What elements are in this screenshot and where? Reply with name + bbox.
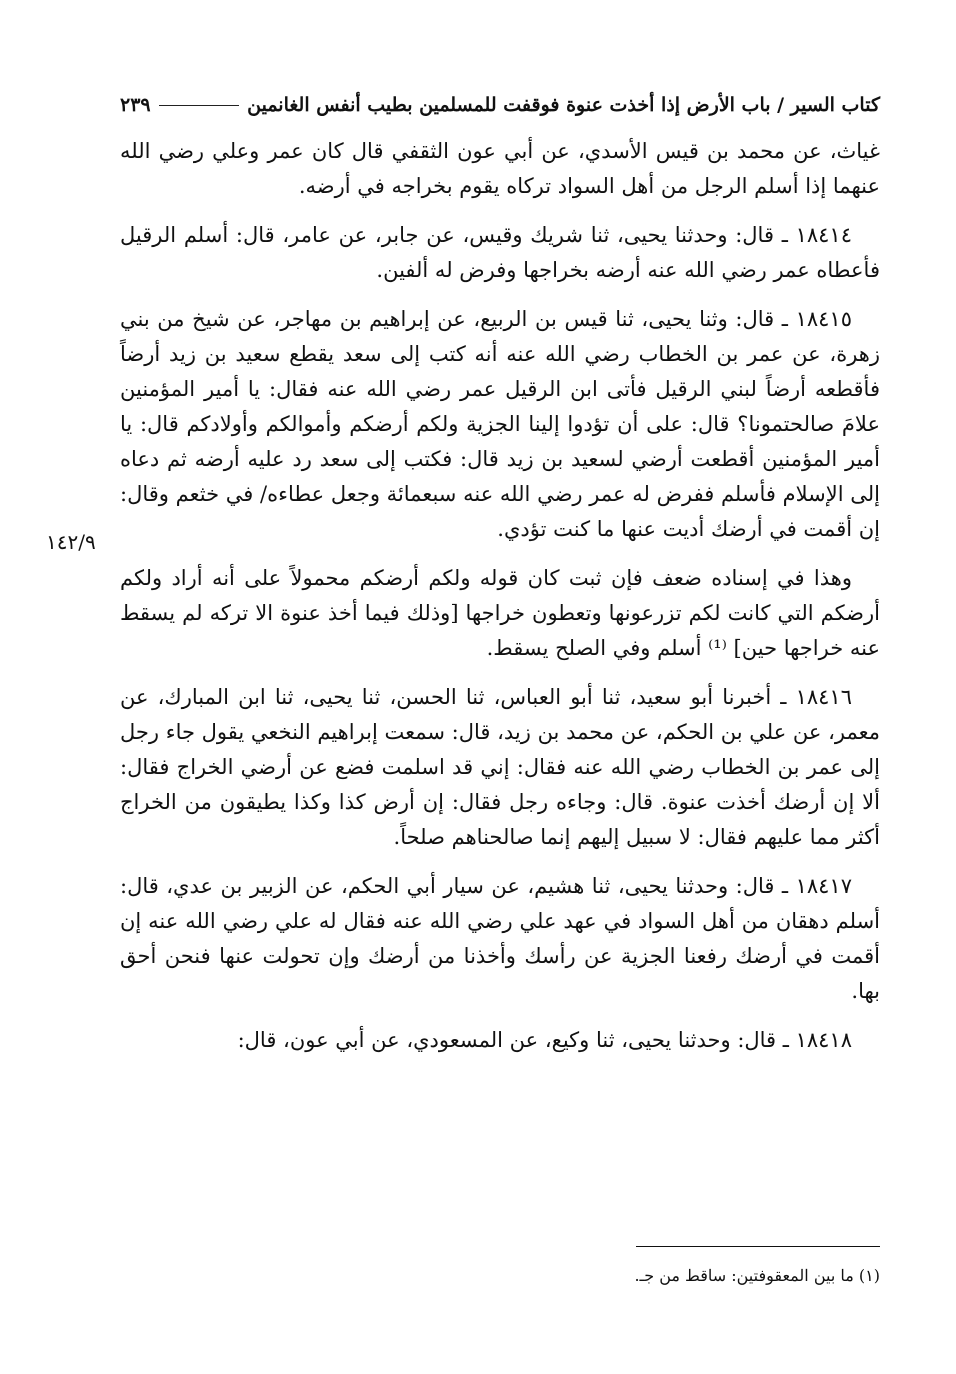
paragraph: ١٨٤١٨ ـ قال: وحدثنا يحيى، ثنا وكيع، عن المسعودي، عن أبي عون، قال: [237,1028,852,1052]
page-number: ٢٣٩ [120,94,151,116]
paragraph: غياث، عن محمد بن قيس الأسدي، عن أبي عون الثقفي قال كان عمر وعلي رضي الله عنهما إذا أسلم الرجل من أهل السواد تركاه يقوم بخراجه في أرضه. [120,139,880,198]
header-rule [159,105,240,106]
footnote-rule [636,1246,880,1247]
header-title: كتاب السير / باب الأرض إذا أخذت عنوة فوقفت للمسلمين بطيب أنفس الغانمين [247,94,880,116]
paragraph: ١٨٤١٥ ـ قال: وثنا يحيى، ثنا قيس بن الربيع، عن إبراهيم بن مهاجر، عن شيخ من بني زهرة، عن عمر بن الخطاب رضي الله عنه أنه كتب إلى سعد يقطع سعيد بن زيد أرضاً فأقطعه أرضاً لبني الرقيل فأتى ابن الرقيل عمر رضي الله عنه فقال: يا أمير المؤمنين علامَ صالحتمونا؟ قال: على أن تؤدوا إلينا الجزية ولكم أرضكم وأموالكم وأولادكم قال: يا أمير المؤمنين أقطعت أرضي لسعيد بن زيد قال: فكتب إلى سعد رد عليه أرضه ثم دعاه إلى الإسلام فأسلم ففرض له عمر رضي الله عنه سبعمائة وجعل عطاءه/ في خثعم وقال: إن أقمت في أرضك أديت عنها ما كنت تؤدي. [120,307,880,541]
paragraph: ١٨٤١٤ ـ قال: وحدثنا يحيى، ثنا شريك وقيس، عن جابر، عن عامر، قال: أسلم الرقيل فأعطاه عمر رضي الله عنه أرضه بخراجها وفرض له ألفين. [120,223,880,282]
paragraph: وهذا في إسناده ضعف فإن ثبت كان قوله ولكم أرضكم محمولاً على أنه أراد ولكم أرضكم التي كانت لكم تزرعونها وتعطون خراجها [وذلك فيما أخذ عنوة الا تركه لم يسقط عنه خراجها حين] ⁽¹⁾ أسلم وفي الصلح يسقط. [120,566,880,660]
margin-note: ١٤٢/٩ [46,530,96,554]
body-text [120,134,880,1072]
paragraph: ١٨٤١٧ ـ قال: وحدثنا يحيى، ثنا هشيم، عن سيار أبي الحكم، عن الزبير بن عدي، قال: أسلم دهقان من أهل السواد في عهد علي رضي الله عنه فقال له علي رضي الله عنه إن أقمت في أرضك رفعنا الجزية عن رأسك وأخذنا من أرضك وإن تحولت عنها فنحن أحق بها. [120,874,880,1003]
paragraph: ١٨٤١٦ ـ أخبرنا أبو سعيد، ثنا أبو العباس، ثنا الحسن، ثنا يحيى، ثنا ابن المبارك، عن معمر، عن علي بن الحكم، عن محمد بن زيد، قال: سمعت إبراهيم النخعي يقول جاء رجل إلى عمر بن الخطاب رضي الله عنه فقال: إني قد اسلمت فضع عن أرضي الخراج فقال: ألا إن أرضك أخذت عنوة. قال: وجاءه رجل فقال: إن أرض كذا وكذا يطيقون من الخراج أكثر مما عليهم فقال: لا سبيل إليهم إنما صالحناهم صلحاً. [120,685,880,849]
footnote: (١) ما بين المعقوفتين: ساقط من جـ. [634,1266,880,1285]
running-header [120,88,880,122]
